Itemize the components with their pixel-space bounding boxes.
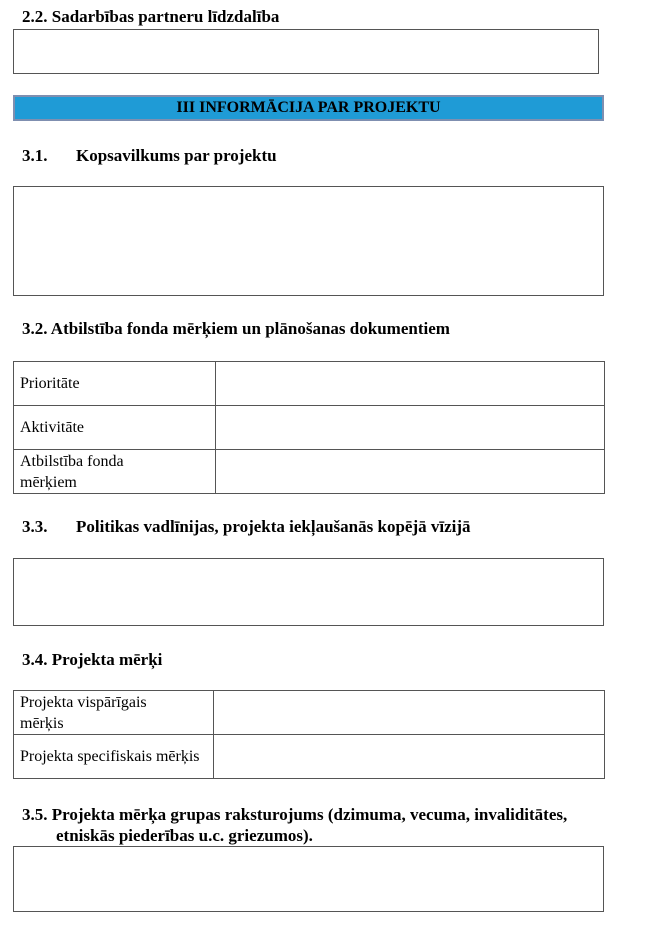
section-3-3-heading xyxy=(22,517,471,537)
specific-objective-value-field[interactable] xyxy=(214,735,605,779)
fund-objectives-table xyxy=(13,361,605,494)
row-label-specific-objective: Projekta specifiskais mērķis xyxy=(14,735,214,779)
section-3-3-number: 3.3. xyxy=(22,517,48,536)
table-row xyxy=(14,691,605,735)
section-3-4-heading: 3.4. Projekta mērķi xyxy=(22,650,163,669)
row-label-priority: Prioritāte xyxy=(14,362,216,406)
section-3-1-number: 3.1. xyxy=(22,146,48,165)
section-2-2-heading: 2.2. Sadarbības partneru līdzdalība xyxy=(22,7,280,26)
section-3-5-heading-line2: etniskās piederības u.c. griezumos). xyxy=(56,826,313,845)
project-objectives-table xyxy=(13,690,605,779)
priority-value-field[interactable] xyxy=(216,362,605,406)
table-row xyxy=(14,450,605,494)
section-3-3-title: Politikas vadlīnijas, projekta iekļaušanās kopējā vīzijā xyxy=(76,517,471,536)
target-group-description-field[interactable] xyxy=(13,846,604,912)
table-row xyxy=(14,406,605,450)
project-summary-field[interactable] xyxy=(13,186,604,296)
general-objective-value-field[interactable] xyxy=(214,691,605,735)
section-3-5-heading-line1: 3.5. Projekta mērķa grupas raksturojums (dzimuma, vecuma, invaliditātes, xyxy=(22,805,568,824)
fund-compliance-value-field[interactable] xyxy=(216,450,605,494)
section-iii-banner: III INFORMĀCIJA PAR PROJEKTU xyxy=(13,95,604,121)
activity-value-field[interactable] xyxy=(216,406,605,450)
policy-guidelines-field[interactable] xyxy=(13,558,604,626)
row-label-activity: Aktivitāte xyxy=(14,406,216,450)
row-label-fund-compliance: Atbilstība fonda mērķiem xyxy=(14,450,216,494)
partner-participation-field[interactable] xyxy=(13,29,599,74)
section-3-1-heading xyxy=(22,146,277,166)
table-row xyxy=(14,362,605,406)
section-3-2-heading: 3.2. Atbilstība fonda mērķiem un plānošanas dokumentiem xyxy=(22,319,450,338)
section-3-1-title: Kopsavilkums par projektu xyxy=(76,146,277,165)
table-row xyxy=(14,735,605,779)
row-label-general-objective: Projekta vispārīgais mērķis xyxy=(14,691,214,735)
